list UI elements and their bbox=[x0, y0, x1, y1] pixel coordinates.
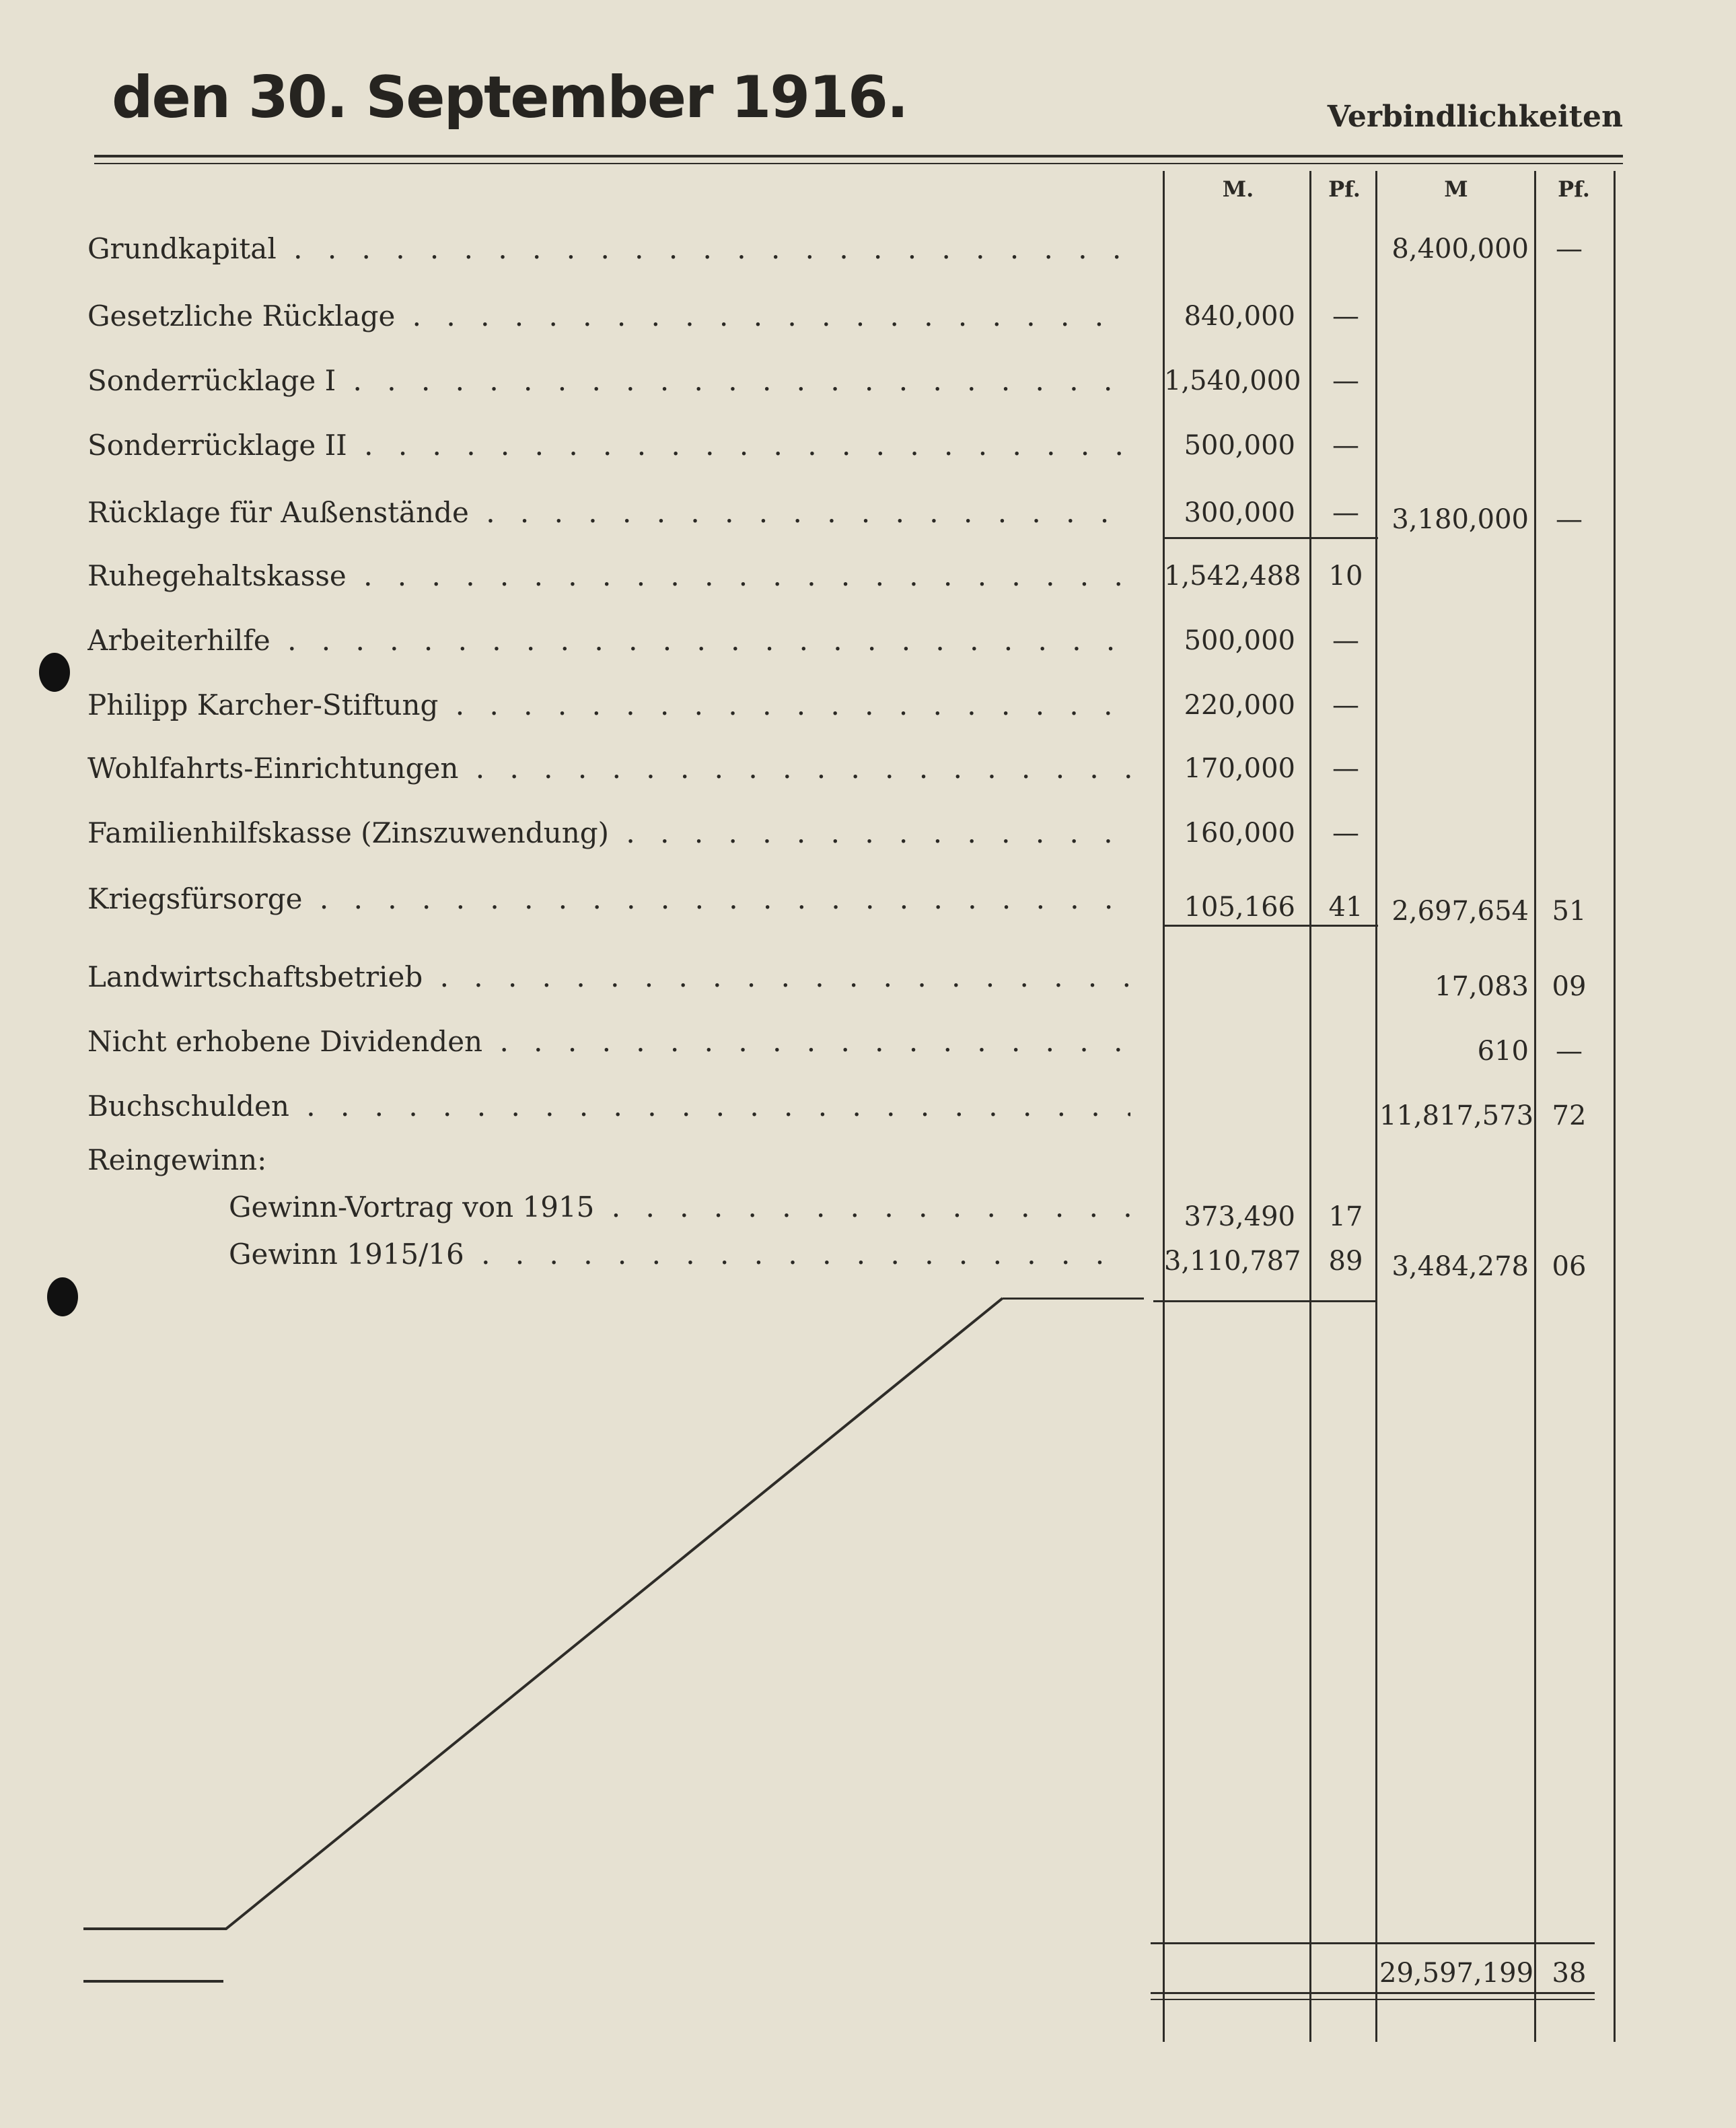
total-mark: 3,180,000 bbox=[1391, 504, 1529, 535]
total-pf: 72 bbox=[1552, 1100, 1587, 1131]
row-label: Nicht erhobene Dividenden . . . bbox=[87, 1022, 1130, 1062]
total-pf: — bbox=[1556, 1036, 1583, 1067]
row-label: Familienhilfskasse (Zinszuwendung) . . . bbox=[87, 813, 1130, 853]
row-label: Landwirtschaftsbetrieb . . . bbox=[87, 957, 1130, 997]
total-pf: — bbox=[1556, 504, 1583, 535]
column-header-pf2: Pf. bbox=[1558, 176, 1590, 202]
punch-hole bbox=[39, 653, 70, 692]
row-label: Gewinn 1915/16 . . . bbox=[229, 1234, 1130, 1275]
row-label: Kriegsfürsorge . . . bbox=[87, 879, 1130, 919]
total-mark: 11,817,573 bbox=[1379, 1100, 1534, 1131]
amount-pf: — bbox=[1332, 690, 1359, 721]
amount-pf: — bbox=[1332, 497, 1359, 528]
total-rule-thin bbox=[1151, 1999, 1595, 2000]
grand-total-mark: 29,597,199 bbox=[1379, 1958, 1534, 1989]
amount-mark: 105,166 bbox=[1184, 892, 1295, 923]
reingewinn-label: Reingewinn: bbox=[87, 1143, 267, 1176]
total-mark: 8,400,000 bbox=[1391, 234, 1529, 264]
row-label: Wohlfahrts-Einrichtungen . . . bbox=[87, 748, 1130, 789]
total-pf: 06 bbox=[1552, 1251, 1587, 1282]
amount-pf: 89 bbox=[1328, 1246, 1363, 1277]
row-label: Buchschulden . . . bbox=[87, 1086, 1130, 1127]
grand-total-pf: 38 bbox=[1552, 1958, 1587, 1989]
amount-mark: 1,542,488 bbox=[1164, 561, 1301, 592]
row-label: Gesetzliche Rücklage . . . bbox=[87, 296, 1130, 336]
amount-mark: 1,540,000 bbox=[1164, 365, 1301, 396]
amount-pf: — bbox=[1332, 753, 1359, 784]
row-label: Sonderrücklage I . . . bbox=[87, 361, 1130, 401]
amount-pf: — bbox=[1332, 818, 1359, 849]
row-label: Grundkapital . . . bbox=[87, 229, 1130, 269]
amount-pf: — bbox=[1332, 365, 1359, 396]
amount-mark: 500,000 bbox=[1184, 430, 1295, 461]
total-pf: 09 bbox=[1552, 971, 1587, 1002]
punch-hole bbox=[47, 1277, 78, 1316]
amount-pf: 17 bbox=[1328, 1201, 1363, 1232]
total-mark: 3,484,278 bbox=[1391, 1251, 1529, 1282]
section-title: Verbindlichkeiten bbox=[1327, 100, 1623, 134]
amount-mark: 170,000 bbox=[1184, 753, 1295, 784]
total-mark: 17,083 bbox=[1435, 971, 1529, 1002]
amount-mark: 160,000 bbox=[1184, 818, 1295, 849]
row-label: Philipp Karcher-Stiftung . . . bbox=[87, 685, 1130, 725]
amount-mark: 300,000 bbox=[1184, 497, 1295, 528]
row-label: Arbeiterhilfe . . . bbox=[87, 620, 1130, 661]
row-label: Rücklage für Außenstände . . . bbox=[87, 493, 1130, 533]
total-mark: 2,697,654 bbox=[1391, 896, 1529, 927]
amount-mark: 840,000 bbox=[1184, 301, 1295, 332]
total-mark: 610 bbox=[1477, 1036, 1529, 1067]
amount-pf: 41 bbox=[1328, 892, 1363, 923]
amount-mark: 3,110,787 bbox=[1164, 1246, 1301, 1277]
row-label: Gewinn-Vortrag von 1915 . . . bbox=[229, 1187, 1130, 1228]
row-label: Ruhegehaltskasse . . . bbox=[87, 556, 1130, 596]
total-rule bbox=[1151, 1942, 1595, 1944]
amount-pf: — bbox=[1332, 430, 1359, 461]
column-header-m: M. bbox=[1222, 176, 1254, 202]
total-row bbox=[0, 1953, 1736, 1993]
amount-pf: — bbox=[1332, 625, 1359, 656]
amount-mark: 500,000 bbox=[1184, 625, 1295, 656]
row-label: Sonderrücklage II . . . bbox=[87, 425, 1130, 466]
amount-pf: — bbox=[1332, 301, 1359, 332]
amount-mark: 373,490 bbox=[1184, 1201, 1295, 1232]
page-title: den 30. September 1916. bbox=[112, 64, 908, 131]
amount-pf: 10 bbox=[1328, 561, 1363, 592]
total-pf: — bbox=[1556, 234, 1583, 264]
total-pf: 51 bbox=[1552, 896, 1587, 927]
column-header-pf: Pf. bbox=[1328, 176, 1361, 202]
column-header-m2: M bbox=[1444, 176, 1468, 202]
amount-mark: 220,000 bbox=[1184, 690, 1295, 721]
